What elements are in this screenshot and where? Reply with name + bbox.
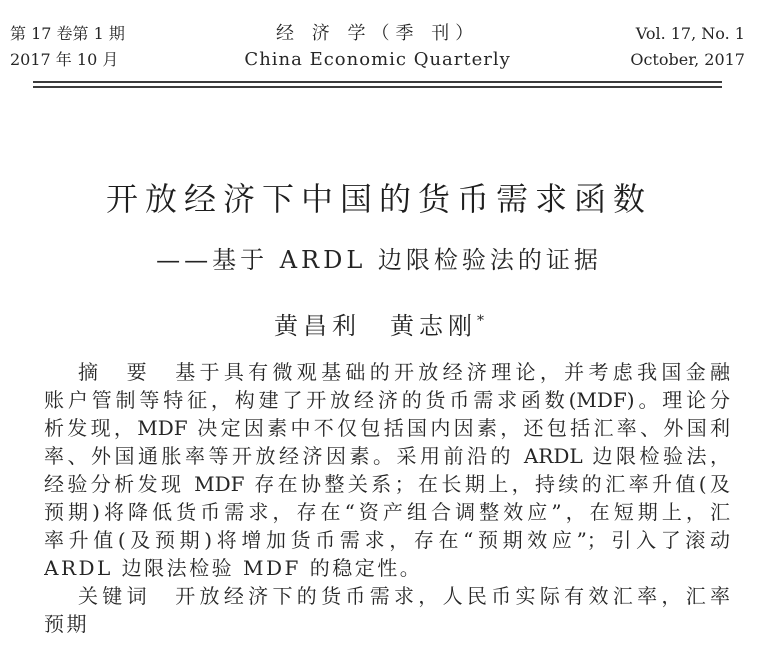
abstract-line: 摘 要 基于具有微观基础的开放经济理论，并考虑我国金融 [78,360,730,384]
issue-date-cn: 2017 年 10 月 [10,50,119,69]
journal-name-en: China Economic Quarterly [244,49,511,70]
journal-header [10,21,745,73]
abstract-line: 预期)将降低货币需求，存在“资产组合调整效应”，在短期上，汇 [44,500,730,524]
journal-name-cn: 经 济 学（季 刊） [276,23,480,44]
issue-date-en: October, 2017 [630,50,745,69]
header-issue-info-en [630,21,745,73]
abstract-line: 关键词 开放经济下的货币需求，人民币实际有效汇率，汇率 [78,584,730,608]
abstract-line: 析发现，MDF 决定因素中不仅包括国内因素，还包括汇率、外国利 [44,416,730,440]
abstract-line: 率、外国通胀率等开放经济因素。采用前沿的 ARDL 边限检验法， [44,444,730,468]
article-subtitle: ——基于 ARDL 边限检验法的证据 [156,246,602,274]
header-issue-info [10,21,125,73]
header-divider-rule [33,81,722,88]
abstract-block [44,358,730,638]
author-names: 黄昌利 黄志刚 [274,312,477,340]
article-authors [0,306,758,341]
abstract-line: 预期 [44,612,89,636]
abstract-line: 率升值(及预期)将增加货币需求，存在“预期效应”；引入了滚动 [44,528,730,552]
journal-name [244,21,510,73]
issue-volume-cn: 第 17 卷第 1 期 [10,24,125,43]
article-title: 开放经济下中国的货币需求函数 [105,180,652,218]
issue-volume-en: Vol. 17, No. 1 [635,24,745,43]
abstract-line: ARDL 边限法检验 MDF 的稳定性。 [44,556,423,580]
abstract-line: 账户管制等特征，构建了开放经济的货币需求函数(MDF)。理论分 [44,388,730,412]
abstract-line: 经验分析发现 MDF 存在协整关系；在长期上，持续的汇率升值(及 [44,472,730,496]
author-footnote-marker: * [477,313,484,329]
